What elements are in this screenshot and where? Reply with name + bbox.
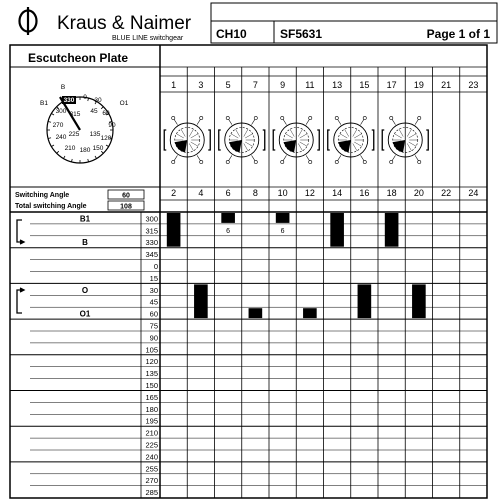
- escutcheon-title: Escutcheon Plate: [28, 51, 129, 65]
- position-angle: 165: [145, 392, 158, 402]
- switching-angle-value: 60: [122, 192, 130, 200]
- position-angle: 270: [145, 476, 158, 486]
- terminal-bottom-label: 4: [198, 188, 204, 198]
- terminal-top-label: 17: [386, 80, 397, 90]
- dial-label: 300: [55, 108, 67, 115]
- total-switching-angle-label: Total switching Angle: [15, 203, 87, 210]
- contact-bar: [167, 213, 181, 247]
- dial-tick: [51, 114, 54, 116]
- dial-label: 90: [108, 122, 116, 129]
- dial-label: 210: [64, 145, 76, 152]
- dial-tick: [106, 145, 109, 147]
- header: [20, 3, 498, 43]
- contact-bar: [303, 308, 317, 318]
- overlap-mark: 6: [226, 227, 231, 235]
- dial-label: 330: [63, 97, 75, 104]
- position-angle: 240: [145, 452, 158, 462]
- position-arrows: [17, 220, 24, 313]
- terminal-top-label: 9: [280, 80, 286, 90]
- terminal-bottom-label: 24: [468, 188, 479, 198]
- position-angle: 75: [149, 321, 158, 331]
- terminal-bottom-label: 20: [413, 188, 424, 198]
- dial-tick: [51, 145, 54, 147]
- terminal-top-label: 1: [171, 80, 177, 90]
- escutcheon-dial: [40, 84, 129, 163]
- contact-bar: [330, 213, 344, 247]
- dial-tick: [101, 107, 103, 109]
- dial-tick: [95, 156, 97, 159]
- contact-bar: [276, 213, 290, 223]
- position-angle: 225: [145, 440, 158, 450]
- position-angle: 210: [145, 428, 158, 438]
- terminal-bottom-label: 10: [277, 188, 288, 198]
- position-angle: 300: [145, 214, 158, 224]
- terminal-top-label: 5: [225, 80, 231, 90]
- position-angle: 135: [145, 369, 158, 379]
- terminal-top-label: 3: [198, 80, 204, 90]
- position-angle: 255: [145, 464, 158, 474]
- terminal-bottom-label: 2: [171, 188, 177, 198]
- dial-label: 150: [92, 145, 104, 152]
- position-angle: 285: [145, 488, 158, 498]
- model-number: CH10: [216, 27, 247, 41]
- position-name: B1: [79, 214, 91, 224]
- overlap-mark: 6: [280, 227, 285, 235]
- brand-name: Kraus & Naimer: [57, 13, 192, 34]
- position-angle: 345: [145, 250, 158, 260]
- total-switching-angle-value: 108: [120, 203, 132, 211]
- position-angle: 30: [149, 285, 158, 295]
- position-angle: 315: [145, 226, 158, 236]
- position-angle: 105: [145, 345, 158, 355]
- switching-angle-label: Switching Angle: [15, 192, 70, 199]
- position-angle: 330: [145, 238, 158, 248]
- page-indicator: Page 1 of 1: [426, 27, 490, 41]
- dial-label: O1: [119, 100, 129, 107]
- terminal-top-label: 13: [332, 80, 343, 90]
- contact-grid: [10, 45, 487, 498]
- dial-label: 45: [90, 108, 98, 115]
- dial-label: 120: [100, 135, 112, 142]
- position-name: B: [82, 238, 88, 248]
- terminal-top-label: 7: [252, 80, 258, 90]
- overlap-mark: 6: [253, 299, 258, 307]
- terminal-bottom-label: 8: [252, 188, 258, 198]
- kraus-naimer-logo: [20, 7, 192, 42]
- terminal-top-label: 23: [468, 80, 479, 90]
- position-angle: 195: [145, 416, 158, 426]
- position-angle: 0: [153, 262, 158, 271]
- terminal-bottom-label: 6: [225, 188, 231, 198]
- dial-label: 0: [83, 94, 87, 101]
- dial-label: 60: [102, 110, 110, 117]
- terminal-bottom-label: 22: [441, 188, 452, 198]
- terminal-top-label: 19: [413, 80, 424, 90]
- dial-label: 315: [69, 111, 81, 118]
- dial-label: B1: [40, 100, 48, 107]
- dial-tick: [64, 156, 66, 159]
- contact-bar: [412, 284, 426, 318]
- contact-bar: [194, 284, 208, 318]
- terminal-top-label: 11: [305, 80, 315, 90]
- brand-subtitle: BLUE LINE switchgear: [112, 35, 184, 42]
- position-angle: 150: [145, 381, 158, 390]
- dial-label: 135: [89, 131, 101, 138]
- switch-code: SF5631: [280, 27, 323, 41]
- terminal-bottom-label: 14: [332, 188, 343, 198]
- contact-bar: [385, 213, 399, 247]
- position-angle: 45: [149, 297, 158, 307]
- position-angle: 120: [145, 357, 158, 367]
- position-angle: 15: [149, 273, 158, 283]
- dial-label: 225: [68, 131, 80, 138]
- dial-label: 180: [79, 147, 91, 154]
- dial-label: B: [60, 84, 66, 91]
- contact-bar: [249, 308, 263, 318]
- contact-bar: [221, 213, 235, 223]
- dial-label: 30: [94, 97, 102, 104]
- switching-angle-block: [15, 190, 144, 211]
- dial-label: 240: [55, 134, 67, 141]
- position-angle: 90: [149, 333, 158, 343]
- terminal-bottom-label: 12: [304, 188, 315, 198]
- terminal-top-label: 21: [441, 80, 452, 90]
- position-name: O1: [79, 309, 91, 319]
- position-angle: 180: [145, 404, 158, 414]
- terminal-bottom-label: 18: [386, 188, 397, 198]
- overlap-mark: 6: [307, 299, 312, 307]
- position-name: O: [81, 285, 89, 295]
- position-angle: 60: [149, 309, 158, 319]
- terminal-top-label: 15: [359, 80, 370, 90]
- dial-label: 270: [52, 122, 64, 129]
- position-table: [80, 214, 158, 497]
- contact-bar: [358, 284, 372, 318]
- terminal-bottom-label: 16: [359, 188, 370, 198]
- dial-tick: [57, 151, 59, 153]
